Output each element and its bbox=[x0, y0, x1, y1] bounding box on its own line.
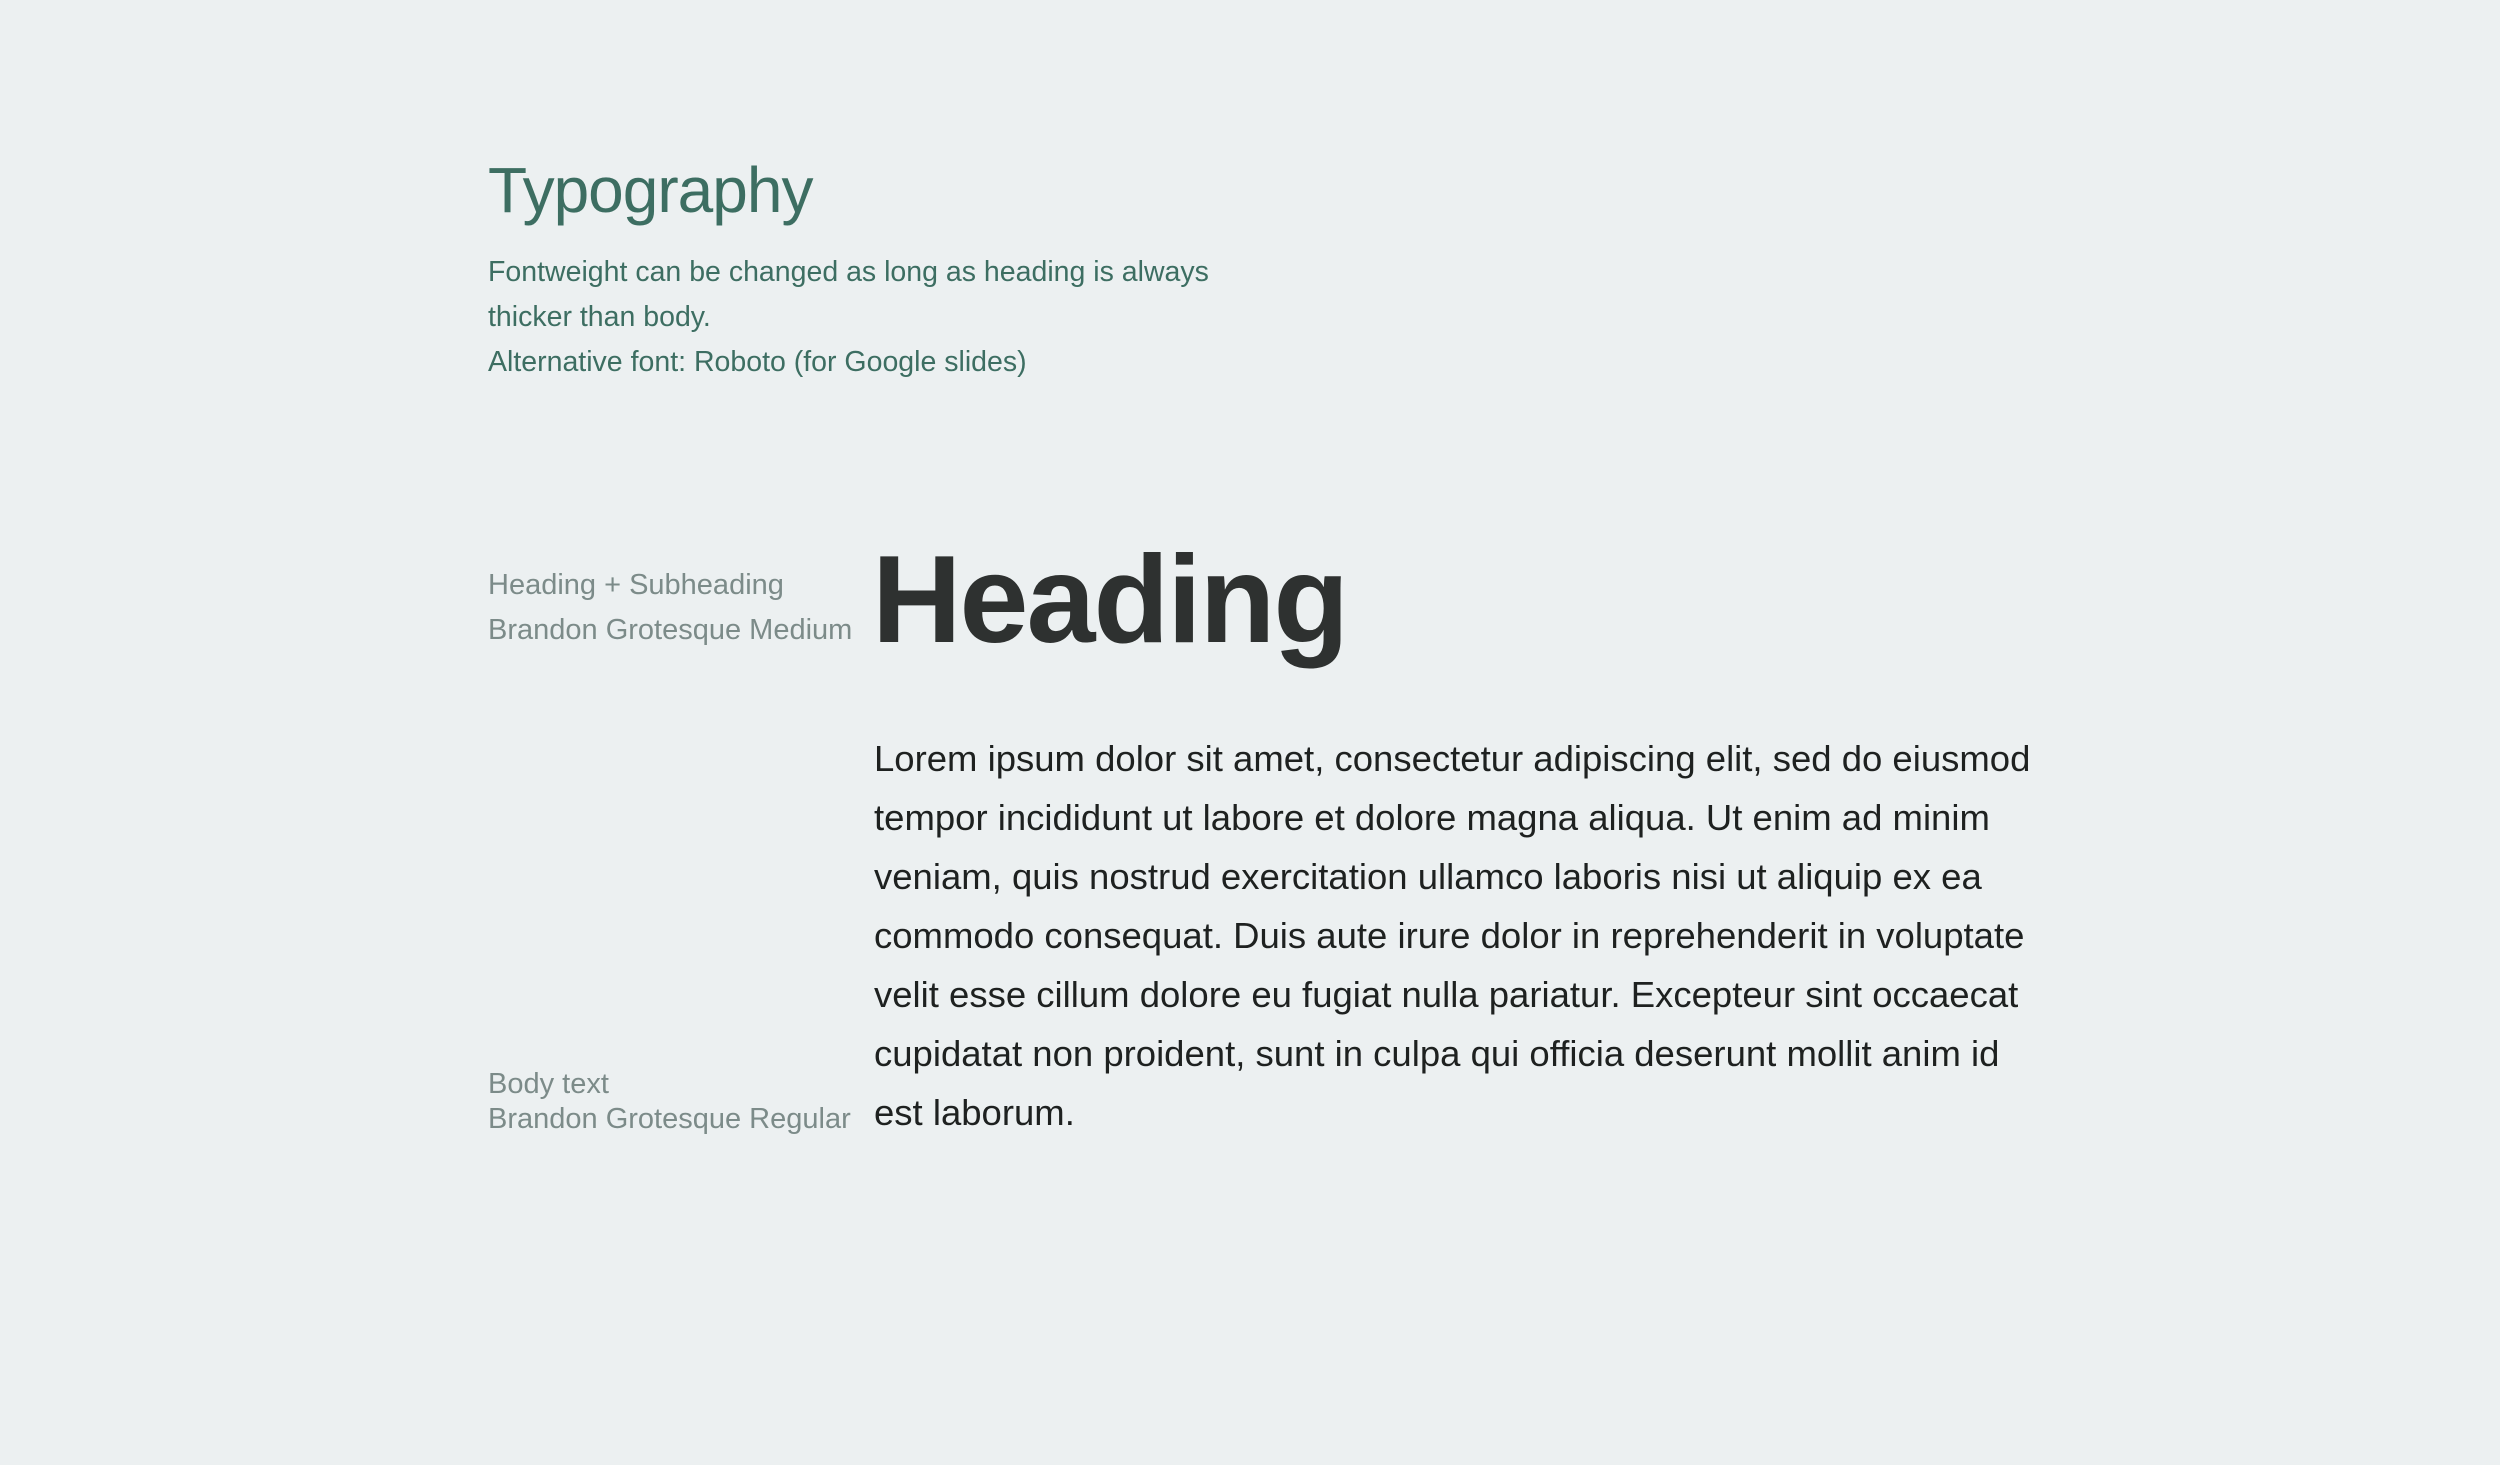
page-title: Typography bbox=[488, 154, 813, 226]
body-text-sample: Lorem ipsum dolor sit amet, consectetur adipiscing elit, sed do eiusmod tempor incididunt ut labore et dolore magna aliqua. Ut enim ad minim veniam, quis nostrud exercitation ullamco laboris nisi ut aliquip ex ea commodo consequat. Duis aute irure dolor in reprehenderit in voluptate velit esse cillum dolore eu fugiat nulla pariatur. Excepteur sint occaecat cupidatat non proident, sunt in culpa qui officia deserunt mollit anim id est laborum. bbox=[874, 738, 2031, 1133]
description-line: Fontweight can be changed as long as heading is always bbox=[488, 256, 1209, 288]
heading-font-spec bbox=[488, 563, 868, 653]
body-font-spec bbox=[488, 1067, 868, 1137]
typography-description bbox=[488, 250, 1208, 385]
body-spec-usage: Body text bbox=[488, 1068, 609, 1100]
heading-spec-usage: Heading + Subheading bbox=[488, 569, 784, 601]
heading-spec-font: Brandon Grotesque Medium bbox=[488, 614, 853, 646]
body-spec-font: Brandon Grotesque Regular bbox=[488, 1103, 851, 1135]
heading-sample: Heading bbox=[872, 531, 1348, 669]
description-line: Alternative font: Roboto (for Google slides) bbox=[488, 346, 1027, 378]
description-line: thicker than body. bbox=[488, 301, 711, 333]
